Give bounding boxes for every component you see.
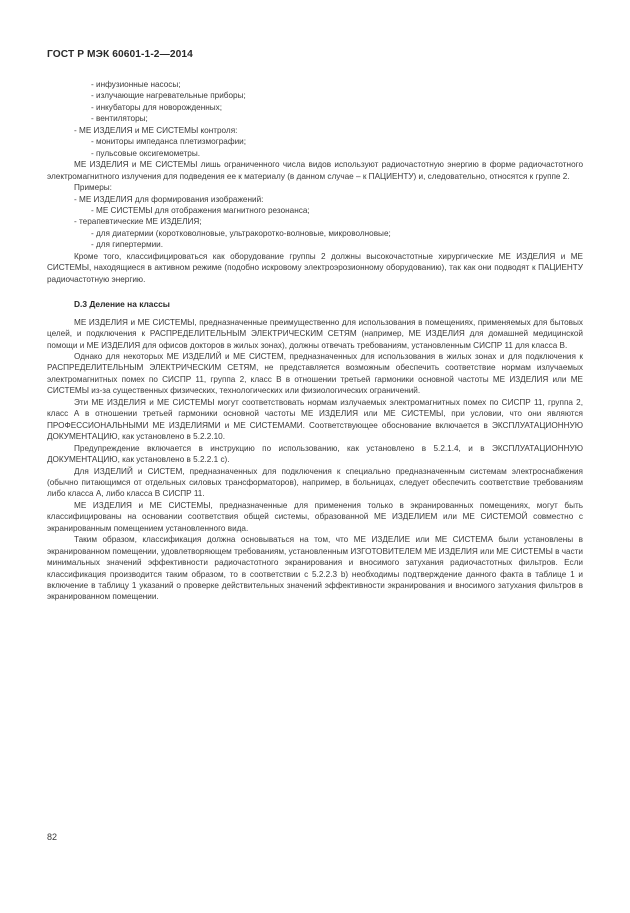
- paragraph: Примеры:: [74, 183, 112, 193]
- paragraph: МЕ ИЗДЕЛИЯ и МЕ СИСТЕМЫ, предназначенные преимущественно для использования в помещениях, применяемых для бытовых целей, и подключения к РАСПРЕДЕЛИТЕЛЬНЫМ ЭЛЕКТРИЧЕСКИМ СЕТЯМ (например, МЕ ИЗДЕЛИЯ для домашней медицинской помощи и МЕ ИЗДЕЛИЯ для офисов докторов в жилых зонах), должны отвечать требованиям, установленным СИСПР 11 для класса В.: [47, 317, 583, 350]
- list-item: - инфузионные насосы;: [91, 80, 181, 89]
- paragraph: МЕ ИЗДЕЛИЯ и МЕ СИСТЕМЫ, предназначенные для применения только в экранированных помещениях, могут быть классифицированы на основании соответствия общей системы, образованной МЕ ИЗДЕЛИЕМ или МЕ СИСТЕМОЙ совместно с экранированным помещением установленного вида.: [47, 500, 583, 533]
- paragraph: Эти МЕ ИЗДЕЛИЯ и МЕ СИСТЕМЫ могут соответствовать нормам излучаемых электромагнитных помех по СИСПР 11, группа 2, класс А в отношении третьей гармоники основной частоты МЕ ИЗДЕЛИЯ или МЕ СИСТЕМЫ, при условии, что они являются ПРОФЕССИОНАЛЬНЫМИ МЕ ИЗДЕЛИЯМИ и МЕ СИСТЕМАМИ. Соответствующее обоснование включается в ЭКСПЛУАТАЦИОННУЮ ДОКУМЕНТАЦИЮ, как установлено в 5.2.2.10.: [47, 397, 583, 442]
- paragraph: Кроме того, классифицироваться как оборудование группы 2 должны высокочастотные хирургические МЕ ИЗДЕЛИЯ и МЕ СИСТЕМЫ, находящиеся в активном режиме (подобно искровому электроэрозионному оборудованию), так как они подводят к ПАЦИЕНТУ радиочастотную энергию.: [47, 251, 583, 284]
- list-item: - МЕ СИСТЕМЫ для отображения магнитного резонанса;: [91, 205, 310, 215]
- paragraph: Предупреждение включается в инструкцию по использованию, как установлено в 5.2.1.4, и в ЭКСПЛУАТАЦИОННУЮ ДОКУМЕНТАЦИЮ, как установлено в 5.2.2.1 с).: [47, 443, 583, 465]
- document-body: [47, 79, 583, 603]
- paragraph: Однако для некоторых МЕ ИЗДЕЛИЙ и МЕ СИСТЕМ, предназначенных для использования в жилых зонах и для подключения к РАСПРЕДЕЛИТЕЛЬНЫМ ЭЛЕКТРИЧЕСКИМ СЕТЯМ, не представляется возможным обеспечить соответствие нормам излучаемых электромагнитных помех по СИСПР 11, группа 2, класс В в отношении третьей гармоники основной частоты МЕ ИЗДЕЛИЯ или МЕ СИСТЕМЫ из-за существенных физических, технологических или физиологических ограничений.: [47, 351, 583, 396]
- paragraph: МЕ ИЗДЕЛИЯ и МЕ СИСТЕМЫ лишь ограниченного числа видов используют радиочастотную энергию в форме радиочастотного электромагнитного излучения для подведения ее к материалу (в данном случае – к ПАЦИЕНТУ) и, следовательно, относятся к группе 2.: [47, 160, 583, 181]
- list-section: [47, 79, 583, 285]
- section-title: D.3 Деление на классы: [74, 299, 170, 310]
- page-number: 82: [47, 832, 58, 842]
- list-item: - мониторы импеданса плетизмографии;: [91, 137, 246, 147]
- list-item: - излучающие нагревательные приборы;: [91, 91, 246, 101]
- list-item: - для диатермии (коротковолновые, ультракоротко-волновые, микроволновые;: [91, 228, 391, 238]
- list-item: - МЕ ИЗДЕЛИЯ для формирования изображений:: [74, 194, 264, 204]
- list-item: - для гипертермии.: [91, 240, 164, 250]
- list-item: - пульсовые оксигемометры.: [91, 148, 201, 158]
- paragraph: Для ИЗДЕЛИЙ и СИСТЕМ, предназначенных для подключения к специально предназначенным системам электроснабжения (обычно питающимся от отдельных силовых трансформаторов), например, в больницах, следует обеспечить соответствие требованиям либо класса А, либо класса В СИСПР 11.: [47, 466, 583, 499]
- list-item: - вентиляторы;: [91, 114, 148, 124]
- page-header-standard-code: ГОСТ Р МЭК 60601-1-2—2014: [47, 49, 193, 60]
- section-paragraphs: [47, 317, 583, 603]
- list-item: - терапевтические МЕ ИЗДЕЛИЯ;: [74, 217, 202, 227]
- list-item: - МЕ ИЗДЕЛИЯ и МЕ СИСТЕМЫ контроля:: [74, 125, 238, 135]
- list-item: - инкубаторы для новорожденных;: [91, 102, 223, 112]
- paragraph: Таким образом, классификация должна основываться на том, что МЕ ИЗДЕЛИЕ или МЕ СИСТЕМА были установлены в экранированном помещении, удовлетворяющем требованиям, установленным ИЗГОТОВИТЕЛЕМ МЕ ИЗДЕЛИЯ или МЕ СИСТЕМЫ в части минимальных значений эффективности радиочастотного экранирования и вносимого затухания радиочастотных фильтров. Если классификация производится таким образом, то в соответствии с 5.2.2.3 b) необходимы подтверждение данного факта в таблице 1 и включение в таблицу 1 указаний о проверке действительных значений эффективности экранирования и вносимого затухания фильтров в экранированном помещении.: [47, 535, 583, 602]
